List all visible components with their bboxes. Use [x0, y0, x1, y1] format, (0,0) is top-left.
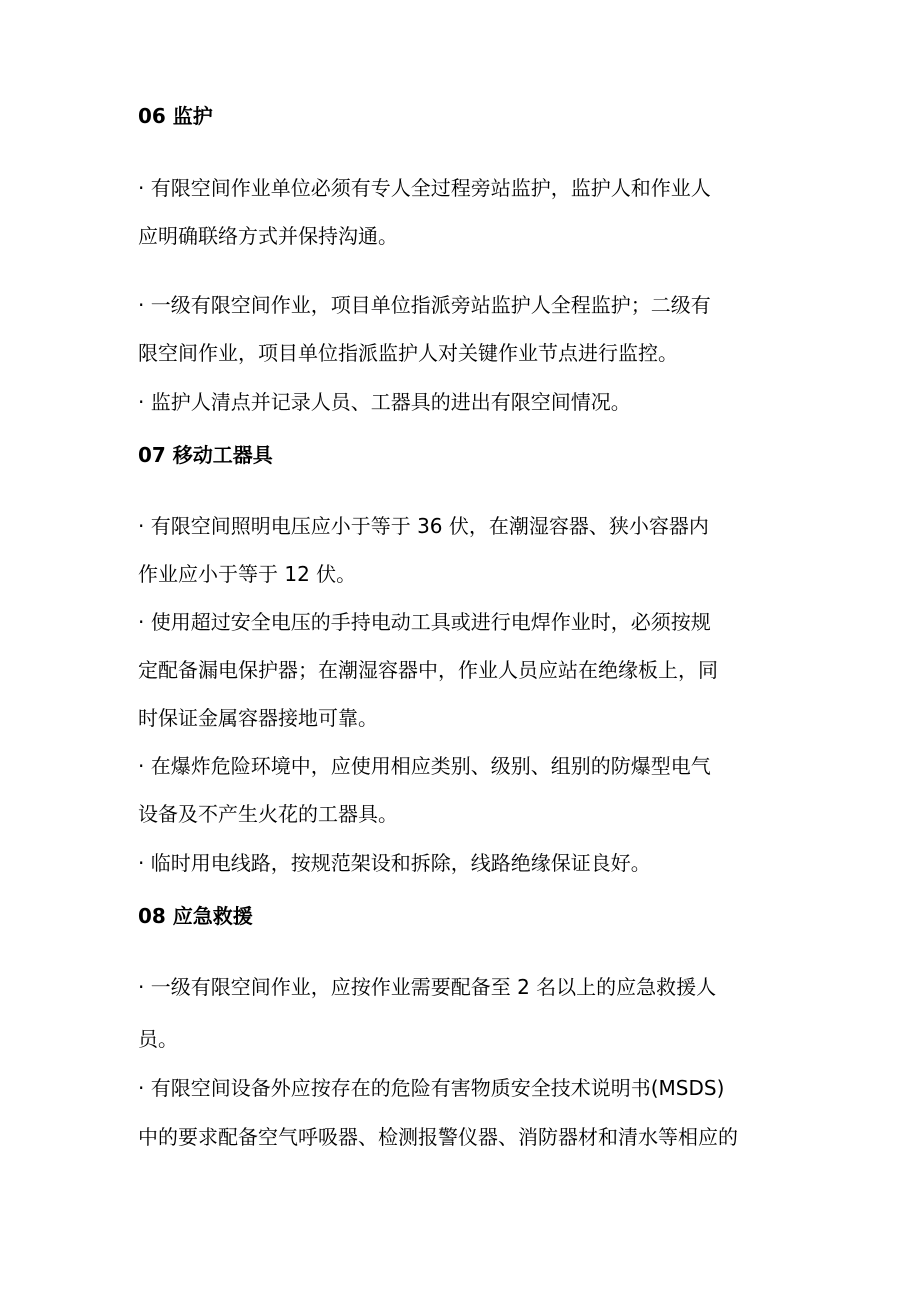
paragraph-line: · 临时用电线路，按规范架设和拆除，线路绝缘保证良好。: [138, 851, 651, 875]
paragraph-line: 限空间作业，项目单位指派监护人对关键作业节点进行监控。: [138, 341, 678, 365]
paragraph-line: 员。: [138, 1027, 178, 1051]
paragraph-line: 作业应小于等于 12 伏。: [138, 562, 357, 586]
paragraph-line: · 有限空间作业单位必须有专人全过程旁站监护，监护人和作业人: [138, 176, 711, 200]
paragraph-line: · 一级有限空间作业，项目单位指派旁站监护人全程监护；二级有: [138, 293, 711, 317]
section-heading-mobile-tools: 07 移动工器具: [138, 443, 273, 467]
paragraph-line: 中的要求配备空气呼吸器、检测报警仪器、消防器材和清水等相应的: [138, 1125, 738, 1149]
section-heading-monitoring: 06 监护: [138, 104, 213, 128]
paragraph-line: · 在爆炸危险环境中，应使用相应类别、级别、组别的防爆型电气: [138, 754, 711, 778]
paragraph-line: 应明确联络方式并保持沟通。: [138, 224, 398, 248]
paragraph-line: · 使用超过安全电压的手持电动工具或进行电焊作业时，必须按规: [138, 610, 711, 634]
paragraph-line: · 有限空间照明电压应小于等于 36 伏，在潮湿容器、狭小容器内: [138, 514, 709, 538]
paragraph-line: · 一级有限空间作业，应按作业需要配备至 2 名以上的应急救援人: [138, 975, 717, 999]
paragraph-line: · 有限空间设备外应按存在的危险有害物质安全技术说明书(MSDS): [138, 1076, 725, 1100]
section-heading-emergency-rescue: 08 应急救援: [138, 904, 253, 928]
paragraph-line: 时保证金属容器接地可靠。: [138, 706, 378, 730]
paragraph-line: 设备及不产生火花的工器具。: [138, 802, 398, 826]
paragraph-line: 定配备漏电保护器；在潮湿容器中，作业人员应站在绝缘板上，同: [138, 658, 718, 682]
paragraph-line: · 监护人清点并记录人员、工器具的进出有限空间情况。: [138, 390, 631, 414]
